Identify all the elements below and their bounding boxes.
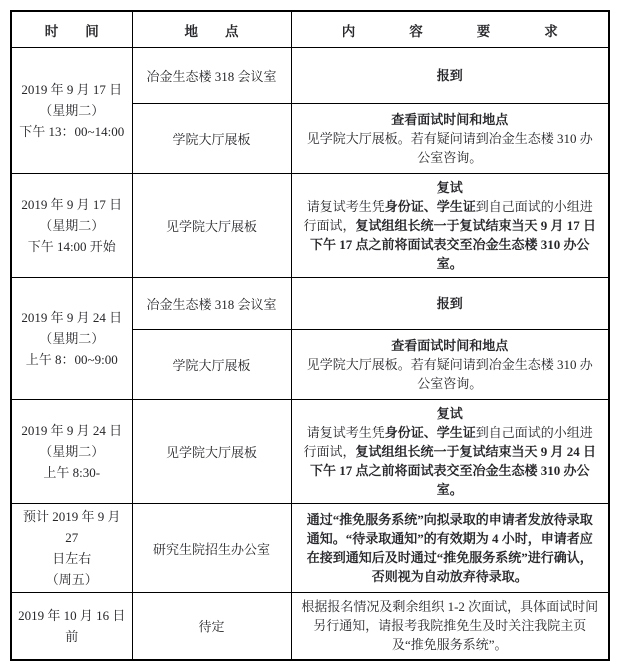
time-line: （周五）: [45, 572, 98, 587]
content-cell-r1b: [291, 104, 609, 174]
time-line: 上午 8:30-: [43, 465, 101, 480]
content-cell-r3b: [291, 330, 609, 400]
time-line: 上午 8：00~9:00: [25, 352, 118, 367]
time-line: 2019 年 10 月 16 日前: [18, 607, 126, 644]
location-cell-r3a: 冶金生态楼 318 会议室: [132, 278, 291, 330]
content-cell-r2: [291, 174, 609, 278]
content-title: 复试: [436, 180, 463, 195]
time-line: 下午 13：00~14:00: [19, 124, 125, 139]
time-cell-r1: [11, 48, 132, 174]
time-line: 2019 年 9 月 17 日: [21, 197, 123, 212]
content-segment-bold: 身份证、学生证: [384, 425, 476, 440]
content-segment-bold: 复试组组长统一于复试结束当天 9 月 17 日下午 17 点之前将面试表交至冶金生态楼 310 办公室。: [309, 218, 597, 271]
header-time: 时 间: [11, 11, 132, 48]
header-location: 地 点: [132, 11, 291, 48]
content-body: 根据报名情况及剩余组织 1-2 次面试，具体面试时间另行通知，请报考我院推免生及时关注我院主页及“推免服务系统”。: [301, 599, 599, 653]
content-title: 查看面试时间和地点: [391, 112, 509, 127]
time-cell-r2: [11, 174, 132, 278]
time-line: 下午 14:00 开始: [27, 239, 116, 254]
content-body: [301, 423, 600, 499]
content-cell-r5: [291, 504, 609, 593]
content-title: 报到: [436, 68, 463, 83]
content-segment-bold: 身份证、学生证: [384, 199, 476, 214]
time-line: （星期二）: [39, 444, 105, 459]
time-line: （星期二）: [39, 218, 105, 233]
table-header-row: [11, 11, 609, 48]
time-cell-r4: [11, 400, 132, 504]
location-cell-r6: 待定: [132, 593, 291, 660]
content-title: 查看面试时间和地点: [391, 338, 509, 353]
content-segment: 请复试考生凭: [306, 199, 385, 214]
time-line: 2019 年 9 月 24 日: [21, 310, 123, 325]
content-segment: 请复试考生凭: [306, 425, 385, 440]
time-line: 日左右: [52, 551, 92, 566]
content-segment-bold: 复试组组长统一于复试结束当天 9 月 24 日下午 17 点之前将面试表交至冶金生态楼 310 办公室。: [309, 444, 597, 497]
header-content: 内 容 要 求: [291, 11, 609, 48]
time-line: 2019 年 9 月 24 日: [21, 423, 123, 438]
interview-schedule-table: [10, 10, 610, 661]
table-row: [11, 504, 609, 593]
time-cell-r3: [11, 278, 132, 400]
content-title: 复试: [436, 406, 463, 421]
time-line: 2019 年 9 月 17 日: [21, 82, 123, 97]
time-cell-r5: [11, 504, 132, 593]
time-line: （星期二）: [39, 103, 105, 118]
content-body: 见学院大厅展板。若有疑问请到冶金生态楼 310 办公室咨询。: [306, 357, 593, 391]
content-segment: 到自己面试的小组进行面试，: [303, 425, 593, 459]
content-cell-r1a: [291, 48, 609, 104]
location-cell-r2: 见学院大厅展板: [132, 174, 291, 278]
location-cell-r1b: 学院大厅展板: [132, 104, 291, 174]
content-body: [301, 197, 600, 273]
time-line: （星期二）: [39, 331, 105, 346]
table-row: [11, 593, 609, 660]
time-cell-r6: [11, 593, 132, 660]
content-cell-r3a: [291, 278, 609, 330]
table-row: [11, 400, 609, 504]
table-row: [11, 278, 609, 330]
time-line: 预计 2019 年 9 月 27: [22, 509, 121, 545]
content-cell-r6: [291, 593, 609, 660]
location-cell-r4: 见学院大厅展板: [132, 400, 291, 504]
location-cell-r5: 研究生院招生办公室: [132, 504, 291, 593]
content-segment: 到自己面试的小组进行面试，: [303, 199, 593, 233]
table-row: [11, 174, 609, 278]
content-body: 见学院大厅展板。若有疑问请到冶金生态楼 310 办公室咨询。: [306, 131, 593, 165]
location-cell-r1a: 冶金生态楼 318 会议室: [132, 48, 291, 104]
location-cell-r3b: 学院大厅展板: [132, 330, 291, 400]
content-body: 通过“推免服务系统”向拟录取的申请者发放待录取通知。“待录取通知”的有效期为 4 小时，申请者应在接到通知后及时通过“推免服务系统”进行确认，否则视为自动放弃待录取。: [306, 512, 593, 584]
content-cell-r4: [291, 400, 609, 504]
table-row: [11, 48, 609, 104]
content-title: 报到: [436, 296, 463, 311]
